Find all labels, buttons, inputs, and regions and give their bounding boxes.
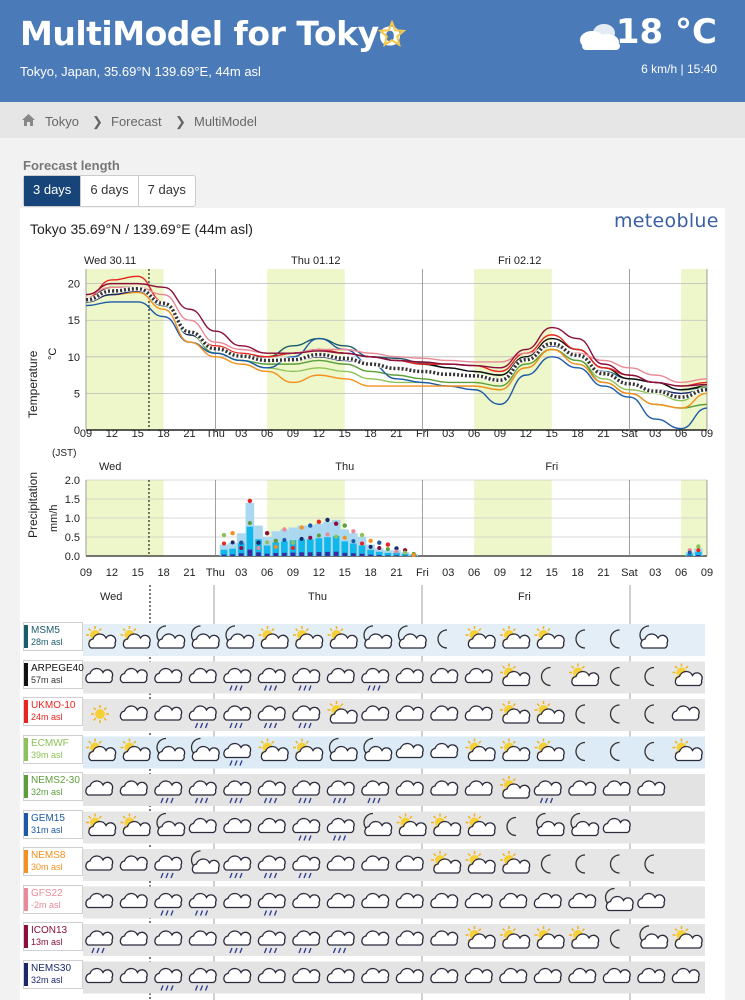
precip-marker <box>360 533 364 537</box>
precip-marker <box>257 546 261 550</box>
x-tick-label: 18 <box>571 428 584 440</box>
model-color-swatch <box>24 775 28 798</box>
precip-marker <box>360 541 364 545</box>
model-color-swatch <box>24 963 28 986</box>
x-tick-label: 21 <box>390 428 403 440</box>
precip-marker <box>696 544 700 548</box>
x-tick-label: 06 <box>675 567 688 579</box>
precip-marker <box>291 541 295 545</box>
y-unit-label: mm/h <box>48 504 60 532</box>
precip-marker <box>300 537 304 541</box>
chevron-right-icon: ❯ <box>92 114 103 129</box>
y-tick-label: 0.0 <box>64 551 80 563</box>
model-altitude: 13m asl <box>31 937 63 947</box>
x-tick-label: 06 <box>468 428 481 440</box>
x-tick-label: 18 <box>157 428 170 440</box>
x-tick-label: 06 <box>468 567 481 579</box>
page-title: MultiModel for Tokyo <box>20 14 401 53</box>
icon-day-label: Thu <box>308 591 327 603</box>
mean-line-bg <box>86 289 707 397</box>
precip-marker <box>248 499 252 503</box>
breadcrumb-tokyo[interactable]: Tokyo <box>45 114 79 129</box>
x-tick-label: Thu <box>205 428 225 440</box>
precip-bar-base <box>248 550 253 556</box>
precip-marker <box>308 536 312 540</box>
x-tick-label: 15 <box>338 428 351 440</box>
x-tick-label: 09 <box>700 567 714 579</box>
location-subtitle: Tokyo, Japan, 35.69°N 139.69°E, 44m asl <box>20 64 261 79</box>
model-color-swatch <box>24 925 28 948</box>
precip-marker <box>351 529 355 533</box>
x-tick-label: 09 <box>79 428 93 440</box>
model-label-arpege40[interactable] <box>23 660 83 689</box>
tab-3-days[interactable]: 3 days <box>24 176 81 206</box>
icon-day-label: Wed <box>100 591 123 603</box>
breadcrumb-multimodel: MultiModel <box>194 114 257 129</box>
x-tick-label: 12 <box>312 428 325 440</box>
y-tick-label: 0 <box>73 425 80 437</box>
precip-marker <box>334 522 338 526</box>
x-tick-label: 15 <box>545 567 558 579</box>
precip-marker <box>231 540 235 544</box>
y-tick-label: 2.0 <box>64 475 80 487</box>
y-tick-label: 10 <box>67 351 80 364</box>
precip-marker <box>299 525 303 529</box>
model-label-msm5[interactable] <box>23 622 83 651</box>
chart-location: Tokyo 35.69°N / 139.69°E (44m asl) <box>30 221 253 237</box>
y-axis-label: Temperature <box>26 350 40 418</box>
precip-bar-base <box>282 553 287 556</box>
precip-bar-base <box>222 555 227 556</box>
precipitation-chart <box>0 456 745 584</box>
x-tick-label: 12 <box>312 567 325 579</box>
tab-6-days[interactable]: 6 days <box>81 176 138 206</box>
day-label: Thu <box>335 461 355 473</box>
x-tick-label: 12 <box>519 567 532 579</box>
x-tick-label: 03 <box>649 428 662 440</box>
x-tick-label: 03 <box>649 567 662 579</box>
x-tick-label: Sat <box>621 428 638 440</box>
precip-marker <box>368 539 372 543</box>
precip-marker <box>351 539 355 543</box>
precip-marker <box>265 540 269 544</box>
model-color-swatch <box>24 663 28 686</box>
precip-marker <box>222 533 226 537</box>
y-tick-label: 15 <box>67 315 80 328</box>
x-tick-label: 06 <box>261 567 274 579</box>
precip-bar-base <box>325 552 330 556</box>
x-tick-label: 09 <box>493 428 507 440</box>
current-temperature: 18 °C <box>615 12 717 52</box>
model-name: GFS22 <box>31 887 63 899</box>
mean-line <box>86 289 707 397</box>
model-label-nems30[interactable] <box>23 960 83 989</box>
x-tick-label: 09 <box>79 567 93 579</box>
precip-bar-base <box>317 552 322 556</box>
precip-bar-base <box>273 553 278 556</box>
x-tick-label: Fri <box>415 567 429 579</box>
x-tick-label: 15 <box>131 428 144 440</box>
precip-bar-base <box>299 552 304 556</box>
y-tick-label: 5 <box>73 388 80 401</box>
x-tick-label: 18 <box>364 567 377 579</box>
day-label: Fri 02.12 <box>498 255 542 267</box>
precip-bar-base <box>239 553 244 556</box>
x-tick-label: 18 <box>157 567 170 579</box>
x-tick-label: Sat <box>621 567 638 579</box>
model-color-swatch <box>24 813 28 836</box>
x-tick-label: 15 <box>131 567 144 579</box>
x-tick-label: 03 <box>235 428 248 440</box>
precip-bar-base <box>256 552 261 556</box>
model-color-swatch <box>24 738 28 761</box>
precip-marker <box>239 541 243 545</box>
series-line-nems2-30 <box>86 291 707 408</box>
x-tick-label: 06 <box>675 428 688 440</box>
timezone-label: (JST) <box>52 448 77 459</box>
model-color-swatch <box>24 625 28 648</box>
model-altitude: -2m asl <box>31 899 61 910</box>
forecast-length-label: Forecast length <box>23 158 120 173</box>
x-tick-label: 21 <box>597 428 610 440</box>
precip-bar-base <box>308 552 313 556</box>
x-tick-label: 09 <box>286 567 300 579</box>
precip-marker <box>696 548 700 552</box>
day-label: Wed 30.11 <box>84 255 137 267</box>
model-color-swatch <box>24 700 28 723</box>
precip-bar-base <box>360 554 365 556</box>
y-tick-label: 0.5 <box>64 532 80 544</box>
model-label-ecmwf[interactable] <box>23 735 83 764</box>
forecast-length-tabs <box>23 175 196 207</box>
precip-marker <box>274 545 278 549</box>
chevron-right-icon: ❯ <box>175 114 186 129</box>
precip-bar-base <box>351 553 356 556</box>
x-tick-label: Fri <box>415 428 429 440</box>
x-tick-label: 06 <box>261 428 274 440</box>
tab-7-days[interactable]: 7 days <box>147 182 186 197</box>
precip-bar-base <box>386 555 391 556</box>
series-line-nems8 <box>86 292 707 408</box>
model-name: NEMS30 <box>31 962 72 974</box>
model-label-icon13[interactable] <box>23 922 83 951</box>
precip-marker <box>334 535 338 539</box>
precip-marker <box>377 541 381 545</box>
y-tick-label: 1.5 <box>64 494 80 506</box>
precip-marker <box>688 551 692 555</box>
y-tick-label: 20 <box>67 278 80 291</box>
model-color-swatch <box>24 888 28 911</box>
breadcrumb-forecast[interactable]: Forecast <box>111 114 162 129</box>
precip-bar-base <box>377 555 382 556</box>
x-tick-label: 12 <box>105 428 118 440</box>
precip-marker <box>274 539 278 543</box>
model-name: NEMS2-30 <box>31 775 80 786</box>
x-tick-label: 21 <box>183 567 196 579</box>
x-tick-label: 09 <box>493 567 507 579</box>
sun-icon <box>95 709 105 719</box>
x-tick-label: 21 <box>183 428 196 440</box>
model-name: NEMS8 <box>31 850 66 861</box>
precip-marker <box>386 547 390 551</box>
model-altitude: 32m asl <box>31 974 63 985</box>
model-altitude: 24m asl <box>31 712 63 722</box>
precip-marker <box>325 518 329 522</box>
x-tick-label: 09 <box>700 428 714 440</box>
precip-marker <box>248 521 252 525</box>
model-color-swatch <box>24 850 28 873</box>
y-axis-label: Precipitation <box>26 471 40 538</box>
meteoblue-logo[interactable]: meteoblue <box>614 210 719 232</box>
day-label: Fri <box>545 461 559 473</box>
breadcrumb <box>0 102 745 138</box>
model-name: ARPEGE40 <box>31 662 84 674</box>
precip-marker <box>343 523 347 527</box>
precip-marker <box>308 523 312 527</box>
x-tick-label: 18 <box>571 567 584 579</box>
precip-marker <box>369 545 373 549</box>
icon-day-label: Fri <box>518 591 531 603</box>
home-icon[interactable] <box>22 114 35 126</box>
weather-icon-cell <box>91 705 109 723</box>
page-header <box>0 0 745 102</box>
precip-marker <box>317 520 321 524</box>
series-line-ecmwf <box>86 287 707 400</box>
precip-bar-base <box>696 555 701 556</box>
y-unit-label: °C <box>47 347 59 360</box>
precip-marker <box>343 536 347 540</box>
x-tick-label: 03 <box>442 428 455 440</box>
precip-bar-base <box>230 554 235 556</box>
x-tick-label: 21 <box>597 567 610 579</box>
x-tick-label: 15 <box>338 567 351 579</box>
precip-bar-base <box>291 553 296 556</box>
precip-marker <box>265 531 269 535</box>
current-wind-time: 6 km/h | 15:40 <box>641 62 717 76</box>
y-tick-label: 1.0 <box>64 513 80 525</box>
model-altitude: 31m asl <box>31 824 63 835</box>
x-tick-label: Thu <box>205 567 225 579</box>
x-tick-label: 12 <box>519 428 532 440</box>
model-icon-grid <box>0 585 745 1000</box>
favorite-star-icon[interactable] <box>378 20 406 48</box>
precip-bar-base <box>342 553 347 556</box>
model-name: ICON13 <box>31 925 68 936</box>
precip-marker <box>291 546 295 550</box>
precip-marker <box>395 549 399 553</box>
model-label-nems8[interactable] <box>23 847 83 876</box>
precip-marker <box>230 531 234 535</box>
precip-marker <box>326 532 330 536</box>
model-label-gem15[interactable] <box>23 810 83 839</box>
model-label-ukmo-10[interactable] <box>23 697 83 726</box>
model-name: UKMO-10 <box>31 700 76 711</box>
model-altitude: 39m asl <box>31 749 63 760</box>
precip-bar-base <box>334 552 339 556</box>
model-label-nems2-30[interactable] <box>23 772 83 801</box>
precip-marker <box>282 538 286 542</box>
x-tick-label: 18 <box>364 428 377 440</box>
x-tick-label: 09 <box>286 428 300 440</box>
x-tick-label: 03 <box>235 567 248 579</box>
precip-marker <box>239 546 243 550</box>
model-altitude: 30m asl <box>31 862 63 872</box>
model-name: MSM5 <box>31 625 60 636</box>
precip-marker <box>282 527 286 531</box>
precip-marker <box>386 542 390 546</box>
precip-marker <box>412 553 416 557</box>
day-label: Wed <box>98 461 122 473</box>
precip-marker <box>403 551 407 555</box>
x-tick-label: 21 <box>390 567 403 579</box>
precip-marker <box>222 541 226 545</box>
precip-bar-base <box>394 555 399 556</box>
model-label-gfs22[interactable] <box>23 885 83 914</box>
model-name: ECMWF <box>31 737 69 749</box>
precip-marker <box>256 541 260 545</box>
precip-marker <box>317 533 321 537</box>
model-altitude: 57m asl <box>31 674 63 685</box>
precip-marker <box>377 546 381 550</box>
model-altitude: 28m asl <box>31 637 63 647</box>
model-name: GEM15 <box>31 812 65 824</box>
model-altitude: 32m asl <box>31 787 63 797</box>
x-tick-label: 03 <box>442 567 455 579</box>
temperature-chart <box>0 250 745 460</box>
precip-bar-base <box>265 554 270 556</box>
x-tick-label: 15 <box>545 428 558 440</box>
precip-bar-base <box>368 555 373 556</box>
day-label: Thu 01.12 <box>291 255 341 267</box>
x-tick-label: 12 <box>105 567 118 579</box>
